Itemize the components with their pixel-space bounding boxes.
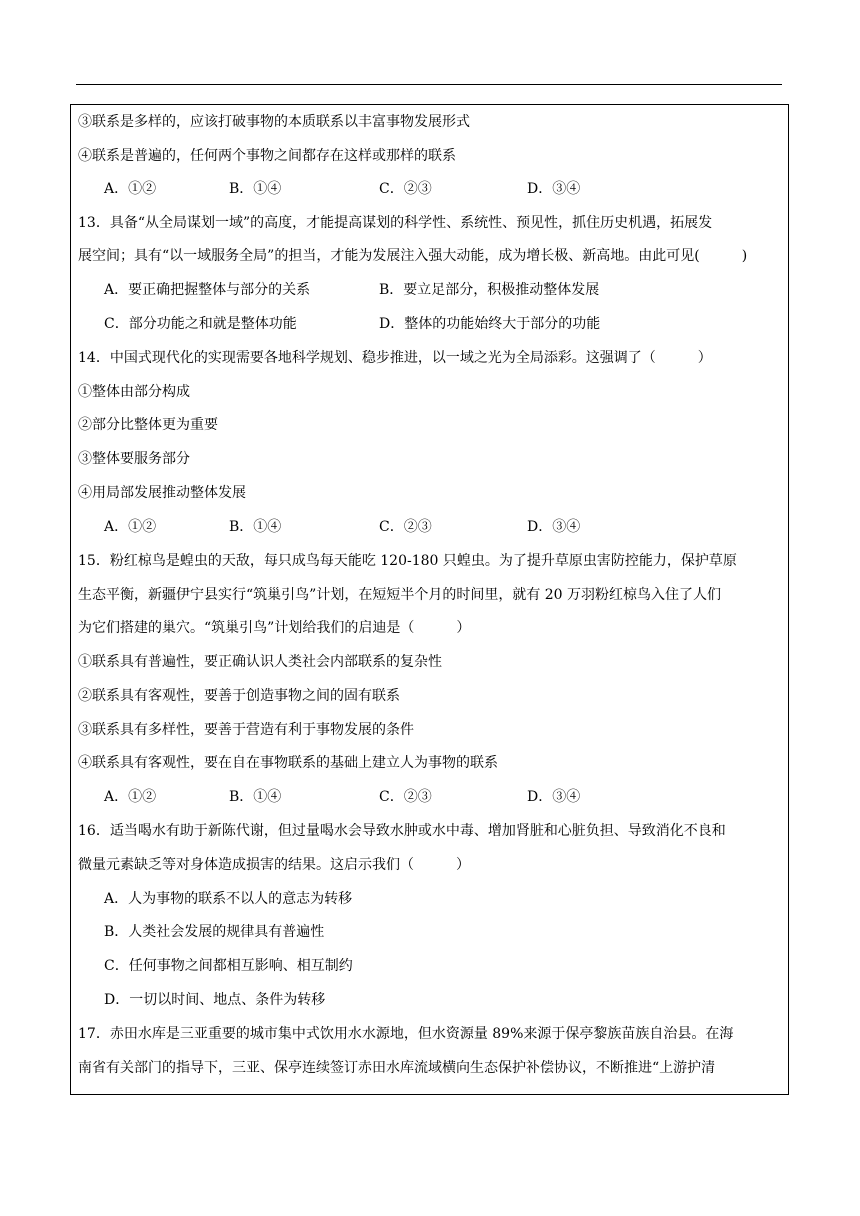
q14-stem: 14．中国式现代化的实现需要各地科学规划、稳步推进，以一域之光为全局添彩。这强调了（ ） [78,350,712,366]
q14-option-d[interactable]: D．③④ [527,519,581,535]
q13-option-b[interactable]: B．要立足部分，积极推动整体发展 [379,282,600,298]
q13-option-c[interactable]: C．部分功能之和就是整体功能 [104,316,297,332]
q13-stem-line-2: 展空间；具有“以一域服务全局”的担当，才能为发展注入强大动能，成为增长极、新高地。由此可见( ) [78,248,748,264]
q15-statement-1: ①联系具有普遍性，要正确认识人类社会内部联系的复杂性 [78,654,442,670]
q12-option-c[interactable]: C．②③ [379,181,432,197]
q12-option-a[interactable]: A．①② [104,181,157,197]
q12-statement-3: ③联系是多样的，应该打破事物的本质联系以丰富事物发展形式 [78,114,470,130]
q12-option-d[interactable]: D．③④ [527,181,581,197]
q13-option-a[interactable]: A．要正确把握整体与部分的关系 [104,282,311,298]
q15-statement-4: ④联系具有客观性，要在自在事物联系的基础上建立人为事物的联系 [78,755,498,771]
header-rule [76,84,782,85]
q14-statement-3: ③整体要服务部分 [78,451,190,467]
q17-stem-line-1: 17．赤田水库是三亚重要的城市集中式饮用水水源地，但水资源量 89%来源于保亭黎族苗族自治县。在海 [78,1026,734,1042]
q15-option-d[interactable]: D．③④ [527,789,581,805]
q16-option-a[interactable]: A．人为事物的联系不以人的意志为转移 [104,891,353,907]
q16-option-d[interactable]: D．一切以时间、地点、条件为转移 [104,992,326,1008]
q17-stem-line-2: 南省有关部门的指导下，三亚、保亭连续签订赤田水库流域横向生态保护补偿协议，不断推进“上游护清 [78,1060,716,1076]
q15-stem-line-2: 生态平衡，新疆伊宁县实行“筑巢引鸟”计划，在短短半个月的时间里，就有 20 万羽粉红椋鸟入住了人们 [78,587,722,603]
q12-statement-4: ④联系是普遍的，任何两个事物之间都存在这样或那样的联系 [78,148,456,164]
q14-option-c[interactable]: C．②③ [379,519,432,535]
q14-statement-1: ①整体由部分构成 [78,384,190,400]
q16-stem-line-1: 16．适当喝水有助于新陈代谢，但过量喝水会导致水肿或水中毒、增加肾脏和心脏负担、导致消化不良和 [78,823,726,839]
q15-stem-line-1: 15．粉红椋鸟是蝗虫的天敌，每只成鸟每天能吃 120-180 只蝗虫。为了提升草原虫害防控能力，保护草原 [78,553,737,569]
q14-option-a[interactable]: A．①② [104,519,157,535]
q16-option-c[interactable]: C．任何事物之间都相互影响、相互制约 [104,958,353,974]
q14-option-b[interactable]: B．①④ [229,519,282,535]
q14-statement-2: ②部分比整体更为重要 [78,417,218,433]
q12-option-b[interactable]: B．①④ [229,181,282,197]
q15-stem-line-3: 为它们搭建的巢穴。“筑巢引鸟”计划给我们的启迪是（ ） [78,620,471,636]
q15-statement-3: ③联系具有多样性，要善于营造有利于事物发展的条件 [78,722,414,738]
q15-option-a[interactable]: A．①② [104,789,157,805]
q15-option-b[interactable]: B．①④ [229,789,282,805]
q13-option-d[interactable]: D．整体的功能始终大于部分的功能 [379,316,601,332]
q14-statement-4: ④用局部发展推动整体发展 [78,485,246,501]
q16-option-b[interactable]: B．人类社会发展的规律具有普遍性 [104,924,325,940]
q16-stem-line-2: 微量元素缺乏等对身体造成损害的结果。这启示我们（ ） [78,857,470,873]
q13-stem-line-1: 13．具备“从全局谋划一域”的高度，才能提高谋划的科学性、系统性、预见性，抓住历史机遇，拓展发 [78,215,713,231]
q15-statement-2: ②联系具有客观性，要善于创造事物之间的固有联系 [78,688,400,704]
q15-option-c[interactable]: C．②③ [379,789,432,805]
